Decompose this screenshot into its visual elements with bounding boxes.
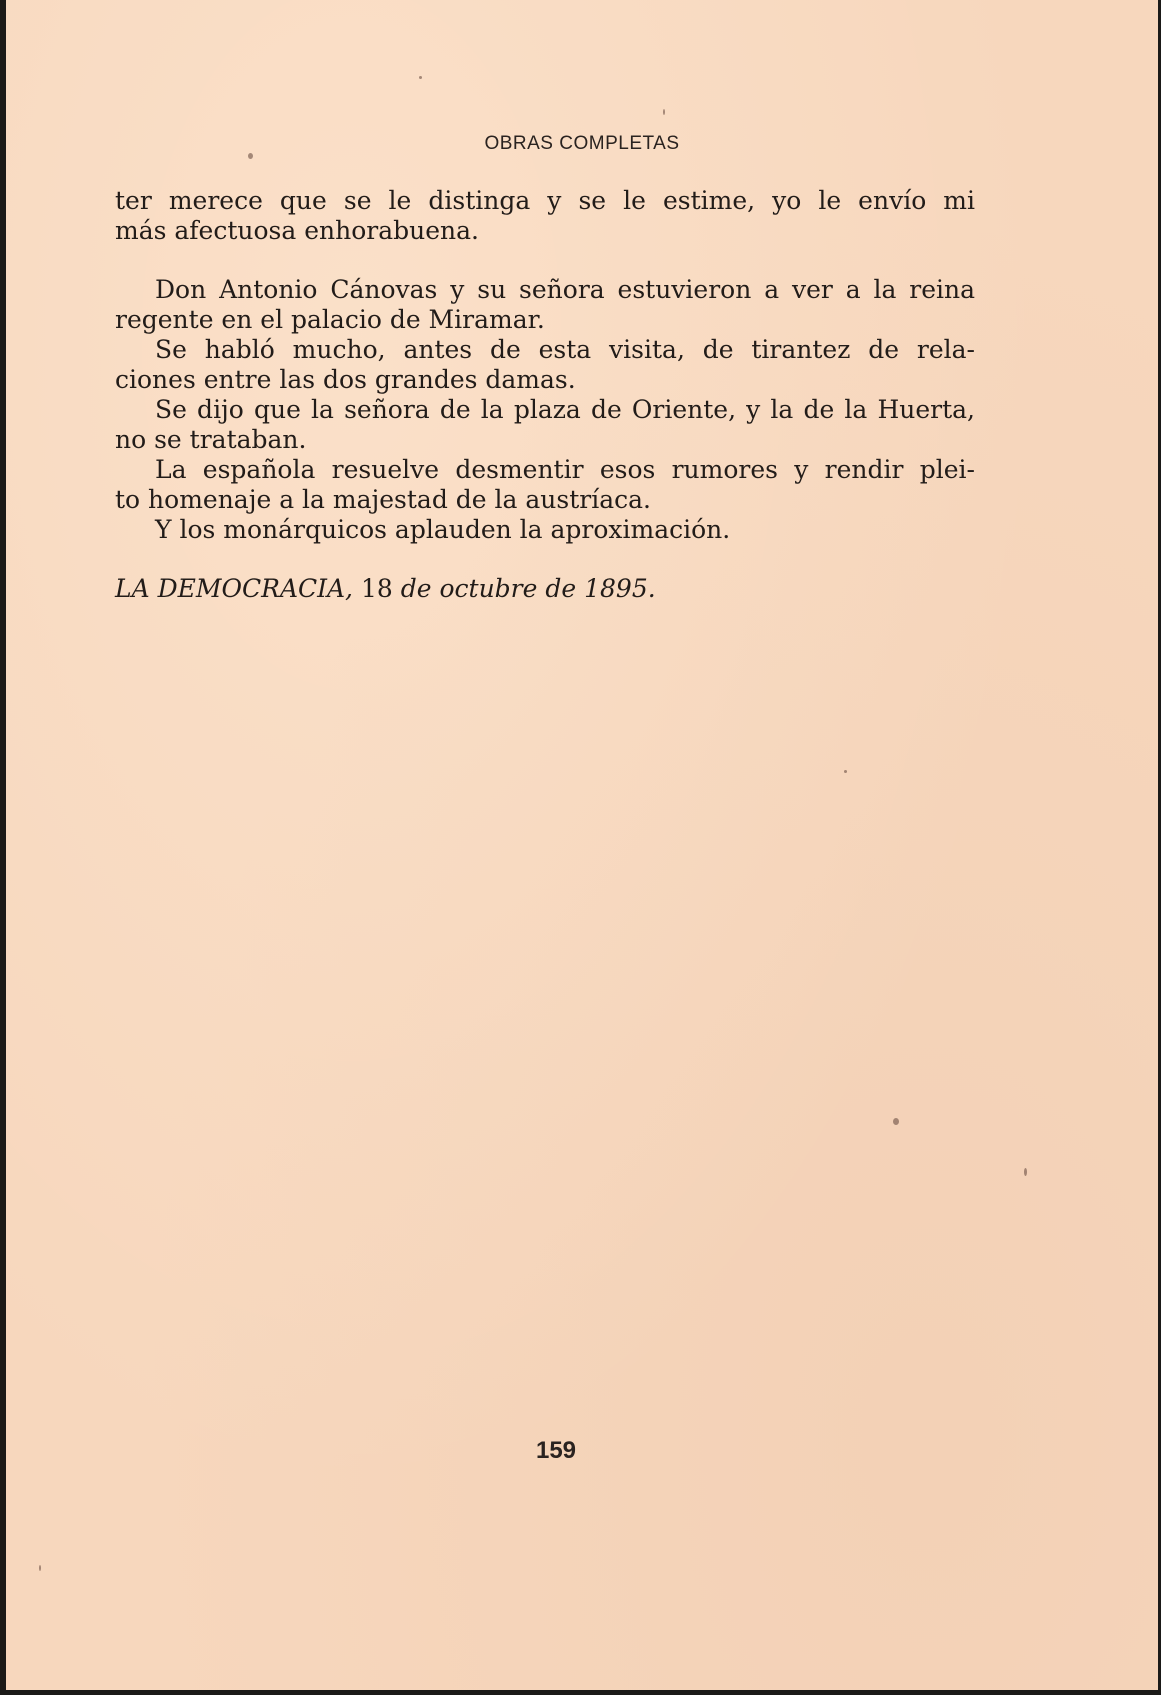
running-title: OBRAS COMPLETAS bbox=[484, 133, 680, 154]
paper-speck bbox=[419, 76, 422, 79]
page-number: 159 bbox=[535, 1437, 577, 1464]
source-name: LA DEMOCRACIA, bbox=[115, 574, 354, 603]
text-line: Se habló mucho, antes de esta visita, de tirantez de rela- bbox=[155, 335, 975, 364]
source-day: 18 bbox=[360, 574, 393, 603]
paragraph bbox=[115, 275, 975, 335]
paper-speck bbox=[39, 1565, 41, 1571]
paragraph bbox=[115, 515, 975, 545]
source-date: de octubre de 1895. bbox=[400, 574, 656, 603]
source-citation bbox=[115, 574, 656, 603]
paper-speck bbox=[1024, 1168, 1027, 1176]
book-page bbox=[6, 0, 1158, 1690]
text-line: Se dijo que la señora de la plaza de Oriente, y la de la Huerta, bbox=[155, 395, 975, 424]
text-line: ter merece que se le distinga y se le estime, yo le envío mi bbox=[115, 186, 975, 215]
paper-speck bbox=[893, 1118, 899, 1125]
text-line: to homenaje a la majestad de la austríaca. bbox=[115, 485, 651, 514]
text-line: Don Antonio Cánovas y su señora estuvieron a ver a la reina bbox=[155, 275, 975, 304]
paper-speck bbox=[844, 770, 847, 773]
paragraph bbox=[115, 335, 975, 395]
text-line: regente en el palacio de Miramar. bbox=[115, 305, 545, 334]
text-line: no se trataban. bbox=[115, 425, 307, 454]
text-line: ciones entre las dos grandes damas. bbox=[115, 365, 576, 394]
text-line: Y los monárquicos aplauden la aproximación. bbox=[155, 515, 731, 544]
paper-speck bbox=[248, 153, 253, 159]
paragraph bbox=[115, 395, 975, 455]
text-line: más afectuosa enhorabuena. bbox=[115, 216, 479, 245]
paper-speck bbox=[663, 109, 665, 115]
body-text bbox=[115, 186, 975, 545]
paragraph bbox=[115, 455, 975, 515]
paragraph bbox=[115, 186, 975, 246]
text-line: La española resuelve desmentir esos rumores y rendir plei- bbox=[155, 455, 975, 484]
